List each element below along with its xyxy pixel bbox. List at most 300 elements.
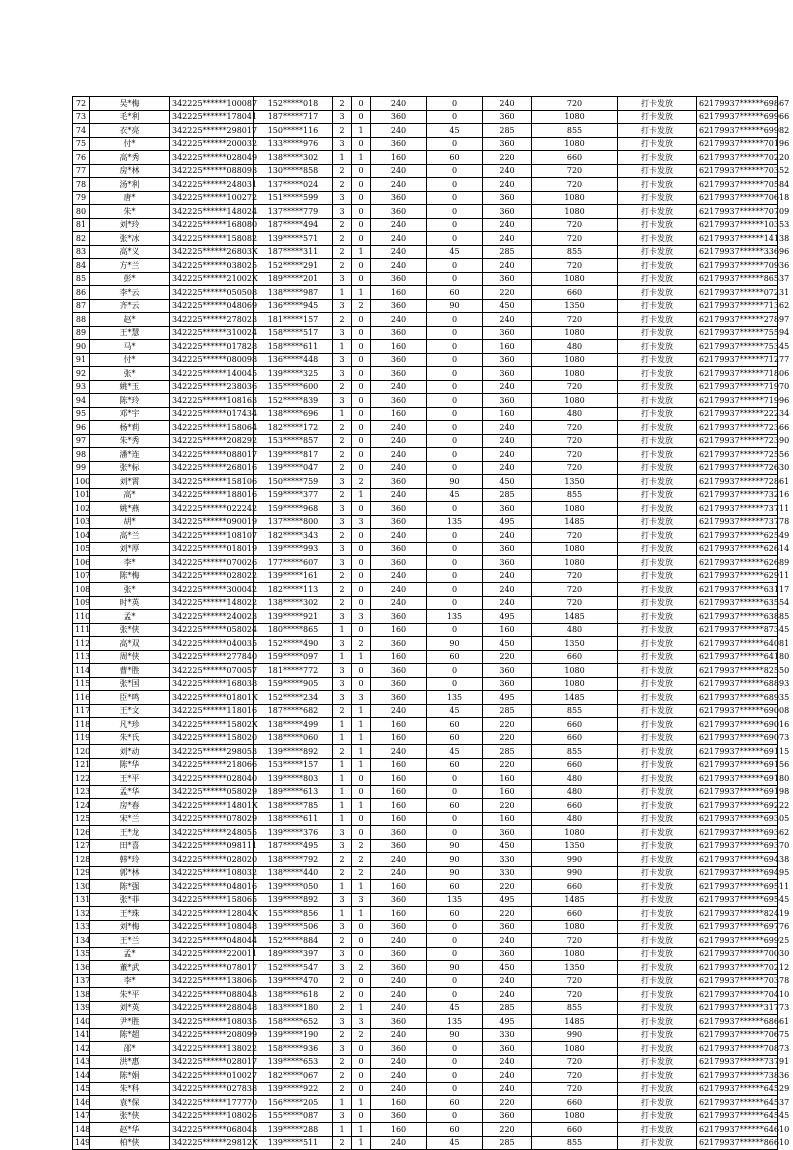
amount-b-cell: 60 [427, 1096, 483, 1110]
count-b-cell: 0 [352, 340, 371, 354]
account-cell: 62179937******33696 [697, 245, 778, 259]
amount-a-cell: 240 [371, 745, 427, 759]
row-number: 78 [73, 178, 90, 192]
payment-method-cell: 打卡发放 [618, 205, 697, 219]
table-row [73, 502, 778, 516]
amount-b-cell: 0 [427, 164, 483, 178]
payment-method-cell: 打卡发放 [618, 947, 697, 961]
count-a-cell: 1 [333, 650, 352, 664]
count-a-cell: 1 [333, 623, 352, 637]
count-b-cell: 1 [352, 286, 371, 300]
table-row [73, 1069, 778, 1083]
count-a-cell: 3 [333, 205, 352, 219]
name-cell: 张*侠 [90, 1109, 170, 1123]
table-row [73, 893, 778, 907]
phone-cell: 136*****945 [254, 299, 333, 313]
amount-b-cell: 0 [427, 920, 483, 934]
row-number: 110 [73, 610, 90, 624]
amount-a-cell: 360 [371, 205, 427, 219]
amount-a-cell: 240 [371, 988, 427, 1002]
monthly-total-cell: 285 [483, 704, 532, 718]
table-row [73, 596, 778, 610]
payment-method-cell: 打卡发放 [618, 191, 697, 205]
amount-a-cell: 240 [371, 1069, 427, 1083]
amount-b-cell: 45 [427, 704, 483, 718]
amount-b-cell: 0 [427, 826, 483, 840]
account-cell: 62179937******69156 [697, 758, 778, 772]
amount-b-cell: 0 [427, 313, 483, 327]
amount-b-cell: 0 [427, 205, 483, 219]
count-b-cell: 1 [352, 488, 371, 502]
account-cell: 62179937******27897 [697, 313, 778, 327]
amount-b-cell: 0 [427, 664, 483, 678]
count-a-cell: 2 [333, 421, 352, 435]
amount-b-cell: 0 [427, 340, 483, 354]
id-number-cell: 342225******018019 [170, 542, 254, 556]
account-cell: 62179937******73778 [697, 515, 778, 529]
name-cell: 刘*玲 [90, 218, 170, 232]
id-number-cell: 342225******168080 [170, 218, 254, 232]
total-cell: 1485 [532, 691, 618, 705]
total-cell: 720 [532, 178, 618, 192]
count-b-cell: 0 [352, 448, 371, 462]
payment-method-cell: 打卡发放 [618, 758, 697, 772]
amount-b-cell: 0 [427, 326, 483, 340]
total-cell: 1080 [532, 556, 618, 570]
row-number: 141 [73, 1028, 90, 1042]
id-number-cell: 342225******208099 [170, 1028, 254, 1042]
row-number: 88 [73, 313, 90, 327]
phone-cell: 159*****905 [254, 677, 333, 691]
count-b-cell: 0 [352, 272, 371, 286]
name-cell: 唐* [90, 191, 170, 205]
phone-cell: 180*****865 [254, 623, 333, 637]
table-row [73, 515, 778, 529]
monthly-total-cell: 450 [483, 299, 532, 313]
id-number-cell: 342225******068043 [170, 1123, 254, 1137]
table-row [73, 677, 778, 691]
payment-method-cell: 打卡发放 [618, 448, 697, 462]
count-b-cell: 1 [352, 650, 371, 664]
id-number-cell: 342225******298017 [170, 124, 254, 138]
amount-a-cell: 160 [371, 151, 427, 165]
payment-method-cell: 打卡发放 [618, 542, 697, 556]
name-cell: 凡*珍 [90, 718, 170, 732]
phone-cell: 139*****803 [254, 772, 333, 786]
amount-a-cell: 360 [371, 353, 427, 367]
account-cell: 62179937******73836 [697, 1069, 778, 1083]
id-number-cell: 342225******200032 [170, 137, 254, 151]
monthly-total-cell: 240 [483, 934, 532, 948]
total-cell: 720 [532, 596, 618, 610]
amount-a-cell: 240 [371, 1055, 427, 1069]
row-number: 126 [73, 826, 90, 840]
name-cell: 邓*宇 [90, 407, 170, 421]
payment-method-cell: 打卡发放 [618, 313, 697, 327]
id-number-cell: 342225******148024 [170, 205, 254, 219]
name-cell: 邵* [90, 1042, 170, 1056]
total-cell: 660 [532, 718, 618, 732]
id-number-cell: 342225******050508 [170, 286, 254, 300]
payment-method-cell: 打卡发放 [618, 178, 697, 192]
name-cell: 陈*玲 [90, 394, 170, 408]
monthly-total-cell: 360 [483, 826, 532, 840]
monthly-total-cell: 360 [483, 394, 532, 408]
amount-a-cell: 240 [371, 421, 427, 435]
id-number-cell: 342225******298053 [170, 745, 254, 759]
payment-method-cell: 打卡发放 [618, 434, 697, 448]
phone-cell: 158*****611 [254, 340, 333, 354]
monthly-total-cell: 220 [483, 731, 532, 745]
name-cell: 尹*胜 [90, 1015, 170, 1029]
total-cell: 1080 [532, 326, 618, 340]
row-number: 121 [73, 758, 90, 772]
amount-a-cell: 360 [371, 326, 427, 340]
name-cell: 刘*动 [90, 745, 170, 759]
payment-method-cell: 打卡发放 [618, 124, 697, 138]
phone-cell: 152*****490 [254, 637, 333, 651]
name-cell: 高*兰 [90, 529, 170, 543]
row-number: 91 [73, 353, 90, 367]
row-number: 128 [73, 853, 90, 867]
phone-cell: 153*****157 [254, 758, 333, 772]
total-cell: 720 [532, 259, 618, 273]
count-b-cell: 0 [352, 920, 371, 934]
count-b-cell: 0 [352, 623, 371, 637]
count-b-cell: 0 [352, 178, 371, 192]
phone-cell: 189*****613 [254, 785, 333, 799]
id-number-cell: 342225******070026 [170, 556, 254, 570]
account-cell: 62179937******07231 [697, 286, 778, 300]
name-cell: 时*英 [90, 596, 170, 610]
payment-method-cell: 打卡发放 [618, 610, 697, 624]
total-cell: 1485 [532, 515, 618, 529]
payment-method-cell: 打卡发放 [618, 718, 697, 732]
phone-cell: 139*****892 [254, 893, 333, 907]
total-cell: 855 [532, 704, 618, 718]
count-a-cell: 2 [333, 529, 352, 543]
row-number: 108 [73, 583, 90, 597]
id-number-cell: 342225******240023 [170, 610, 254, 624]
table-row [73, 1001, 778, 1015]
id-number-cell: 342225******300042 [170, 583, 254, 597]
id-number-cell: 342225******268016 [170, 461, 254, 475]
id-number-cell: 342225******288048 [170, 1001, 254, 1015]
row-number: 84 [73, 259, 90, 273]
monthly-total-cell: 450 [483, 475, 532, 489]
monthly-total-cell: 240 [483, 569, 532, 583]
id-number-cell: 342225******088093 [170, 164, 254, 178]
monthly-total-cell: 160 [483, 623, 532, 637]
phone-cell: 181*****772 [254, 664, 333, 678]
table-row [73, 151, 778, 165]
name-cell: 陈*梅 [90, 569, 170, 583]
count-a-cell: 3 [333, 839, 352, 853]
name-cell: 吴*梅 [90, 97, 170, 111]
amount-a-cell: 160 [371, 407, 427, 421]
payment-method-cell: 打卡发放 [618, 785, 697, 799]
count-a-cell: 2 [333, 434, 352, 448]
count-b-cell: 0 [352, 596, 371, 610]
phone-cell: 138*****696 [254, 407, 333, 421]
count-a-cell: 3 [333, 542, 352, 556]
table-row [73, 907, 778, 921]
amount-b-cell: 0 [427, 461, 483, 475]
table-row [73, 367, 778, 381]
row-number: 92 [73, 367, 90, 381]
amount-b-cell: 90 [427, 475, 483, 489]
count-b-cell: 0 [352, 826, 371, 840]
row-number: 111 [73, 623, 90, 637]
count-a-cell: 3 [333, 691, 352, 705]
monthly-total-cell: 240 [483, 988, 532, 1002]
name-cell: 曹*胜 [90, 664, 170, 678]
name-cell: 董*武 [90, 961, 170, 975]
monthly-total-cell: 240 [483, 448, 532, 462]
payment-method-cell: 打卡发放 [618, 1042, 697, 1056]
count-b-cell: 2 [352, 1028, 371, 1042]
monthly-total-cell: 240 [483, 164, 532, 178]
amount-b-cell: 90 [427, 866, 483, 880]
table-row [73, 920, 778, 934]
total-cell: 720 [532, 232, 618, 246]
count-a-cell: 2 [333, 866, 352, 880]
count-b-cell: 0 [352, 934, 371, 948]
row-number: 145 [73, 1082, 90, 1096]
count-b-cell: 2 [352, 866, 371, 880]
amount-a-cell: 240 [371, 124, 427, 138]
phone-cell: 152*****547 [254, 961, 333, 975]
name-cell: 田*喜 [90, 839, 170, 853]
amount-a-cell: 360 [371, 839, 427, 853]
phone-cell: 187*****494 [254, 218, 333, 232]
count-a-cell: 1 [333, 907, 352, 921]
amount-a-cell: 160 [371, 286, 427, 300]
total-cell: 660 [532, 880, 618, 894]
count-a-cell: 3 [333, 137, 352, 151]
phone-cell: 182*****172 [254, 421, 333, 435]
table-row [73, 745, 778, 759]
amount-a-cell: 240 [371, 488, 427, 502]
count-b-cell: 1 [352, 151, 371, 165]
table-row [73, 1042, 778, 1056]
id-number-cell: 342225******108035 [170, 1015, 254, 1029]
account-cell: 62179937******68893 [697, 677, 778, 691]
total-cell: 720 [532, 1055, 618, 1069]
account-cell: 62179937******69545 [697, 893, 778, 907]
monthly-total-cell: 360 [483, 542, 532, 556]
monthly-total-cell: 160 [483, 407, 532, 421]
phone-cell: 158*****936 [254, 1042, 333, 1056]
amount-b-cell: 0 [427, 1082, 483, 1096]
account-cell: 62179937******69925 [697, 934, 778, 948]
table-row [73, 380, 778, 394]
table-row [73, 1096, 778, 1110]
name-cell: 刘*厚 [90, 542, 170, 556]
phone-cell: 159*****968 [254, 502, 333, 516]
id-number-cell: 342225******098111 [170, 839, 254, 853]
name-cell: 张*菲 [90, 893, 170, 907]
amount-a-cell: 360 [371, 394, 427, 408]
amount-b-cell: 60 [427, 731, 483, 745]
name-cell: 柏*侠 [90, 1136, 170, 1150]
total-cell: 1350 [532, 961, 618, 975]
id-number-cell: 342225******108026 [170, 1109, 254, 1123]
table-row [73, 704, 778, 718]
table-row [73, 1028, 778, 1042]
total-cell: 720 [532, 380, 618, 394]
monthly-total-cell: 240 [483, 380, 532, 394]
row-number: 115 [73, 677, 90, 691]
amount-a-cell: 240 [371, 529, 427, 543]
phone-cell: 151*****599 [254, 191, 333, 205]
table-row [73, 1055, 778, 1069]
monthly-total-cell: 360 [483, 353, 532, 367]
table-row [73, 407, 778, 421]
row-number: 81 [73, 218, 90, 232]
phone-cell: 187*****717 [254, 110, 333, 124]
monthly-total-cell: 360 [483, 677, 532, 691]
row-number: 124 [73, 799, 90, 813]
table-row [73, 947, 778, 961]
payment-method-cell: 打卡发放 [618, 218, 697, 232]
count-a-cell: 2 [333, 934, 352, 948]
phone-cell: 133*****976 [254, 137, 333, 151]
name-cell: 高* [90, 488, 170, 502]
name-cell: 杨*莉 [90, 421, 170, 435]
amount-b-cell: 0 [427, 988, 483, 1002]
total-cell: 480 [532, 772, 618, 786]
amount-a-cell: 240 [371, 1136, 427, 1150]
row-number: 72 [73, 97, 90, 111]
amount-a-cell: 360 [371, 961, 427, 975]
table-row [73, 988, 778, 1002]
phone-cell: 139*****190 [254, 1028, 333, 1042]
monthly-total-cell: 360 [483, 1042, 532, 1056]
id-number-cell: 342225******118016 [170, 704, 254, 718]
count-a-cell: 2 [333, 745, 352, 759]
count-a-cell: 2 [333, 1001, 352, 1015]
count-b-cell: 0 [352, 313, 371, 327]
count-b-cell: 0 [352, 218, 371, 232]
id-number-cell: 342225******277840 [170, 650, 254, 664]
total-cell: 1080 [532, 677, 618, 691]
phone-cell: 187*****311 [254, 245, 333, 259]
payment-method-cell: 打卡发放 [618, 515, 697, 529]
amount-a-cell: 240 [371, 1001, 427, 1015]
table-row [73, 556, 778, 570]
count-a-cell: 1 [333, 812, 352, 826]
count-a-cell: 3 [333, 515, 352, 529]
row-number: 96 [73, 421, 90, 435]
name-cell: 王*龙 [90, 826, 170, 840]
amount-a-cell: 360 [371, 191, 427, 205]
account-cell: 62179937******63885 [697, 610, 778, 624]
payment-method-cell: 打卡发放 [618, 272, 697, 286]
amount-a-cell: 360 [371, 677, 427, 691]
id-number-cell: 342225******188016 [170, 488, 254, 502]
amount-a-cell: 160 [371, 650, 427, 664]
count-b-cell: 2 [352, 961, 371, 975]
phone-cell: 155*****087 [254, 1109, 333, 1123]
phone-cell: 138*****060 [254, 731, 333, 745]
phone-cell: 159*****377 [254, 488, 333, 502]
amount-a-cell: 240 [371, 866, 427, 880]
total-cell: 1485 [532, 893, 618, 907]
count-a-cell: 2 [333, 1069, 352, 1083]
name-cell: 付* [90, 353, 170, 367]
id-number-cell: 342225******048044 [170, 934, 254, 948]
amount-b-cell: 0 [427, 974, 483, 988]
count-b-cell: 1 [352, 718, 371, 732]
phone-cell: 130*****858 [254, 164, 333, 178]
phone-cell: 152*****291 [254, 259, 333, 273]
account-cell: 62179937******72556 [697, 448, 778, 462]
row-number: 102 [73, 502, 90, 516]
amount-b-cell: 0 [427, 812, 483, 826]
payment-method-cell: 打卡发放 [618, 839, 697, 853]
account-cell: 62179937******73711 [697, 502, 778, 516]
payment-method-cell: 打卡发放 [618, 502, 697, 516]
total-cell: 1080 [532, 664, 618, 678]
amount-a-cell: 240 [371, 974, 427, 988]
account-cell: 62179937******71806 [697, 367, 778, 381]
table-row [73, 272, 778, 286]
account-cell: 62179937******71970 [697, 380, 778, 394]
name-cell: 洪*惠 [90, 1055, 170, 1069]
amount-b-cell: 0 [427, 191, 483, 205]
amount-b-cell: 90 [427, 839, 483, 853]
amount-b-cell: 0 [427, 542, 483, 556]
monthly-total-cell: 240 [483, 434, 532, 448]
row-number: 131 [73, 893, 90, 907]
monthly-total-cell: 220 [483, 151, 532, 165]
id-number-cell: 342225******14801X [170, 799, 254, 813]
id-number-cell: 342225******017434 [170, 407, 254, 421]
row-number: 85 [73, 272, 90, 286]
name-cell: 王*兰 [90, 934, 170, 948]
name-cell: 房*春 [90, 799, 170, 813]
table-row [73, 353, 778, 367]
count-b-cell: 3 [352, 515, 371, 529]
amount-a-cell: 360 [371, 556, 427, 570]
table-row [73, 718, 778, 732]
phone-cell: 139*****511 [254, 1136, 333, 1150]
phone-cell: 137*****024 [254, 178, 333, 192]
payment-method-cell: 打卡发放 [618, 1028, 697, 1042]
id-number-cell: 342225******022242 [170, 502, 254, 516]
table-row [73, 1109, 778, 1123]
id-number-cell: 342225******027838 [170, 1082, 254, 1096]
account-cell: 62179937******70709 [697, 205, 778, 219]
id-number-cell: 342225******138065 [170, 974, 254, 988]
row-number: 123 [73, 785, 90, 799]
id-number-cell: 342225******070057 [170, 664, 254, 678]
phone-cell: 139*****325 [254, 367, 333, 381]
count-b-cell: 2 [352, 475, 371, 489]
amount-b-cell: 0 [427, 569, 483, 583]
total-cell: 1080 [532, 205, 618, 219]
count-a-cell: 2 [333, 1055, 352, 1069]
name-cell: 付* [90, 137, 170, 151]
table-row [73, 799, 778, 813]
count-a-cell: 2 [333, 569, 352, 583]
payment-method-cell: 打卡发放 [618, 569, 697, 583]
name-cell: 王*平 [90, 772, 170, 786]
name-cell: 周*侠 [90, 650, 170, 664]
account-cell: 62179937******72630 [697, 461, 778, 475]
id-number-cell: 342225******048069 [170, 299, 254, 313]
